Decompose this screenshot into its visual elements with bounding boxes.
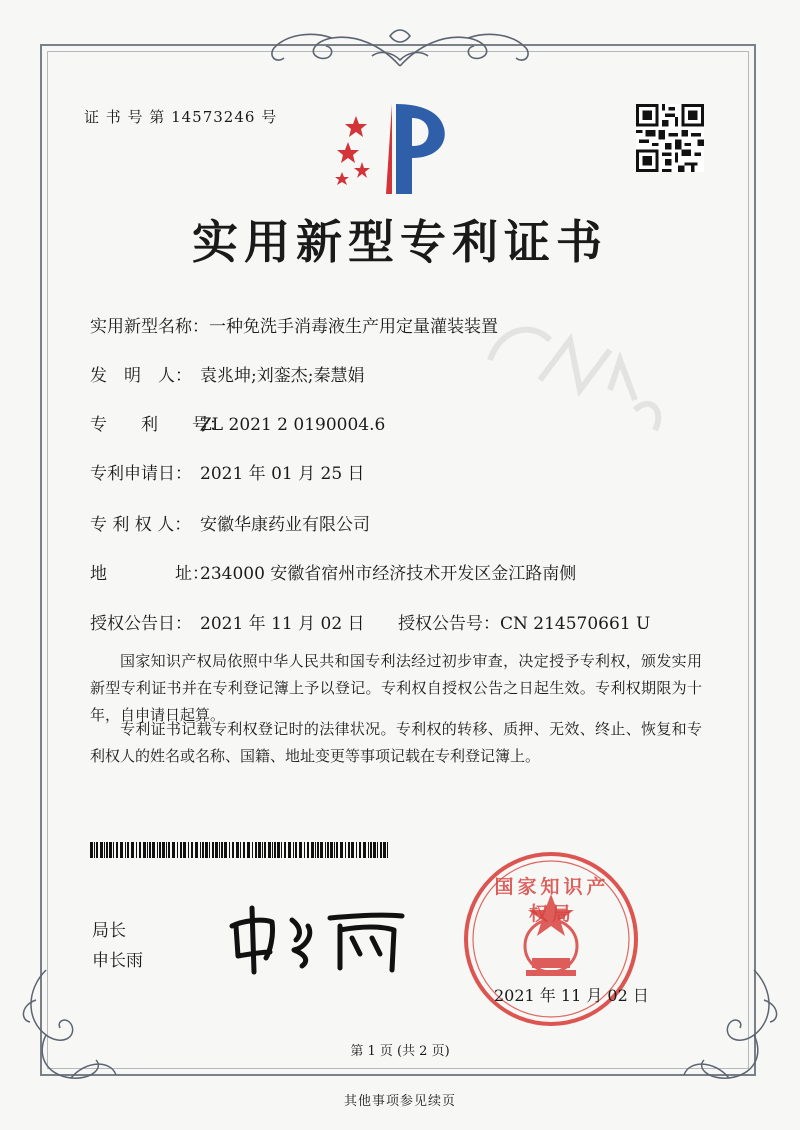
field-value: 一种免洗手消毒液生产用定量灌装装置 (209, 317, 498, 337)
field-label: 实用新型名称： (90, 317, 209, 337)
field-value: ZL 2021 2 0190004.6 (200, 415, 386, 435)
field-value: 234000 安徽省宿州市经济技术开发区金江路南侧 (200, 564, 577, 584)
field-label: 地 址： (90, 564, 209, 584)
field-utility-model-name (90, 312, 498, 337)
field-value: 2021 年 01 月 25 日 (200, 464, 365, 484)
director-name: 申长雨 (92, 951, 143, 971)
field-patent-number (90, 410, 385, 435)
cnipa-logo-icon (326, 98, 456, 198)
field-value: 2021 年 11 月 02 日 (200, 614, 365, 634)
director-title: 局长 (92, 921, 126, 941)
certificate-number-label: 证 书 号 第 (84, 108, 166, 126)
field-label: 发 明 人： (90, 366, 192, 386)
field-patentee (90, 510, 370, 535)
seal-text: 国家知识产权局 (494, 876, 610, 925)
field-label: 专利申请日： (90, 464, 192, 484)
certificate-number-suffix: 号 (261, 108, 278, 126)
field-label: 授权公告日： (90, 614, 192, 634)
field-announcement-date (90, 609, 365, 634)
certificate-title: 实用新型专利证书 (192, 215, 608, 269)
field-inventors (90, 361, 364, 386)
bottom-right-ornament (674, 960, 784, 1090)
qr-code-icon (636, 104, 704, 172)
director-signature (222, 896, 412, 976)
field-address (90, 559, 576, 584)
page-number: 第 1 页 (共 2 页) (350, 1044, 450, 1059)
field-label: 授权公告号： (398, 614, 500, 634)
bottom-left-ornament (16, 960, 126, 1090)
field-value: 袁兆坤;刘銮杰;秦慧娟 (200, 366, 365, 386)
field-value: CN 214570661 U (500, 614, 651, 634)
legal-status-paragraph: 专利证书记载专利权登记时的法律状况。专利权的转移、质押、无效、终止、恢复和专利权人的姓名或名称、国籍、地址变更等事项记载在专利登记簿上。 (90, 720, 702, 765)
field-announcement-number (398, 609, 650, 634)
certificate-number-value: 14573246 (171, 108, 256, 126)
grant-statement-paragraph: 国家知识产权局依照中华人民共和国专利法经过初步审查，决定授予专利权，颁发实用新型专利证书并在专利登记簿上予以登记。专利权自授权公告之日起生效。专利权期限为十年，自申请日起算。 (90, 652, 702, 724)
field-value: 安徽华康药业有限公司 (200, 515, 370, 535)
top-ornament (262, 26, 538, 72)
seal-date: 2021 年 11 月 02 日 (494, 986, 649, 1005)
certificate-number (84, 106, 277, 127)
barcode-icon (90, 842, 390, 858)
field-label: 专 利 权 人： (90, 515, 192, 535)
field-label: 专 利 号： (90, 415, 226, 435)
footer-note: 其他事项参见续页 (343, 1094, 456, 1109)
field-application-date (90, 459, 365, 484)
